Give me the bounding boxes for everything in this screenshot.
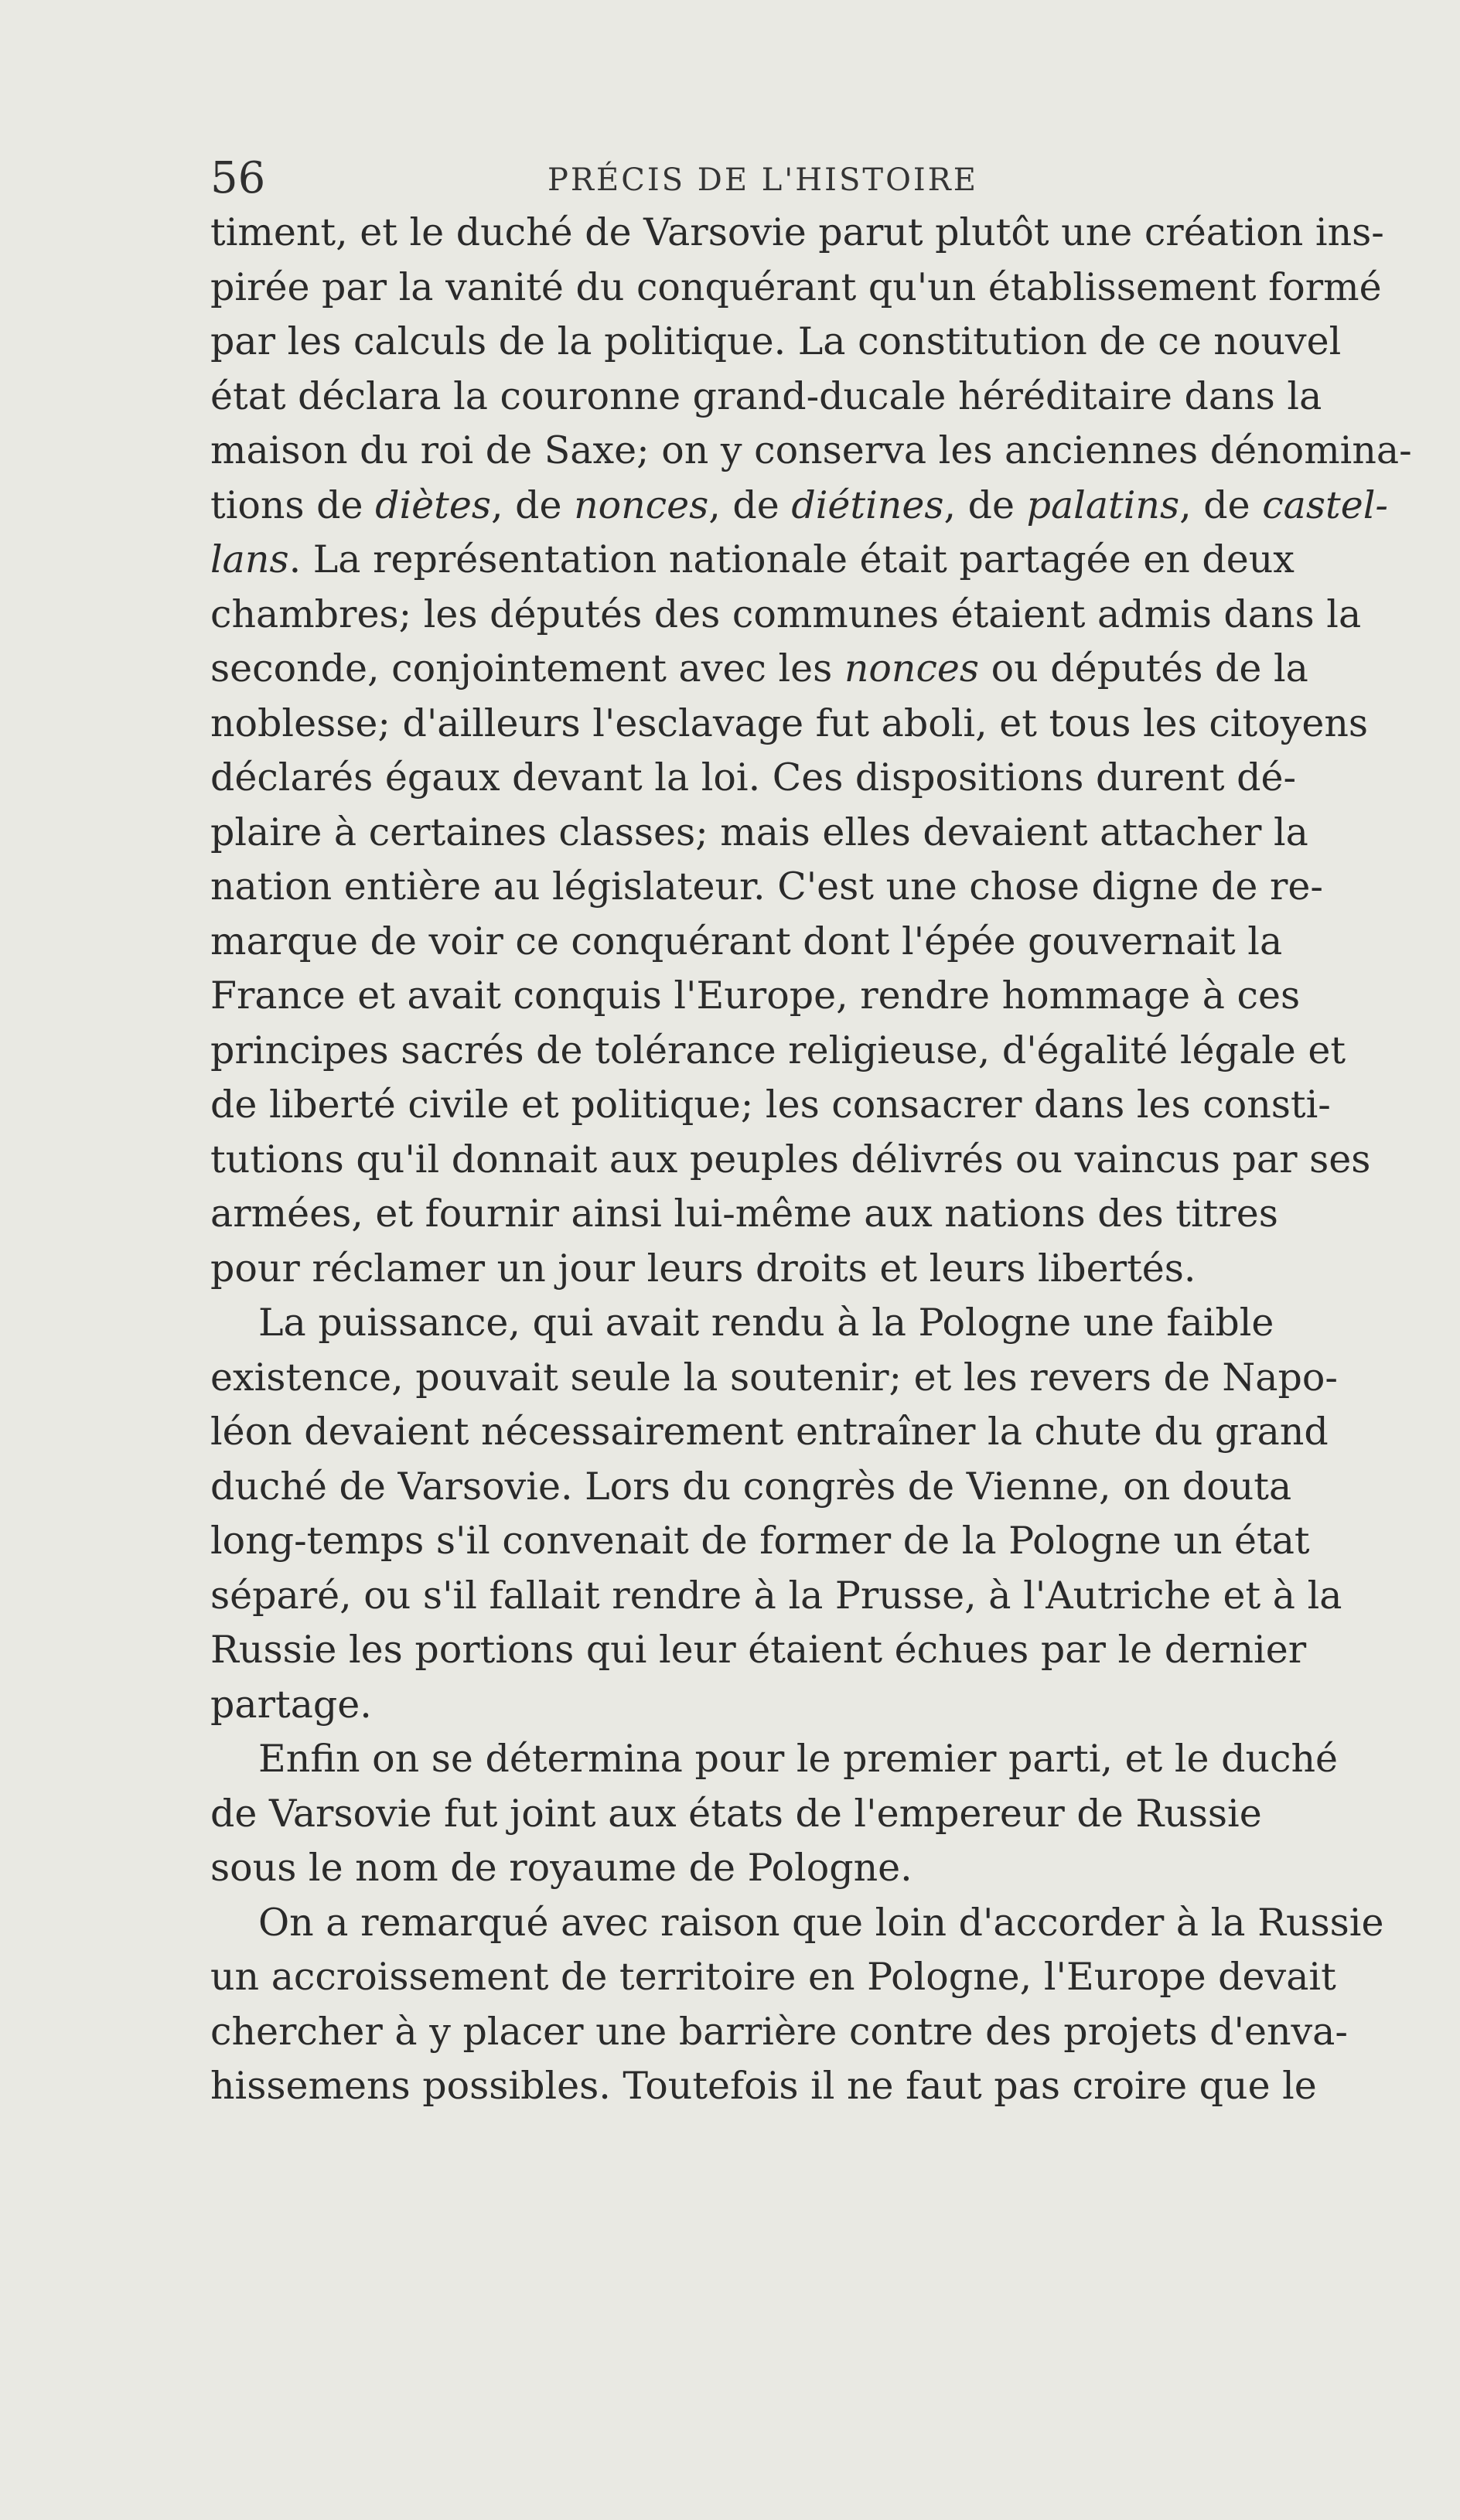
text-line: hissemens possibles. Toutefois il ne faut pas croire que le: [210, 2064, 1317, 2108]
italic-term: castel-: [1262, 483, 1388, 527]
italic-term: nonces: [574, 483, 709, 527]
text-line: sous le nom de royaume de Pologne.: [210, 1846, 913, 1890]
text-run: ou députés de la: [979, 646, 1308, 691]
text-run: , de: [708, 483, 792, 527]
text-run: seconde, conjointement avec les: [210, 646, 844, 691]
text-line: nation entière au législateur. C'est une chose digne de re-: [210, 864, 1323, 909]
italic-term: diétines: [791, 483, 944, 527]
text-line: timent, et le duché de Varsovie parut plutôt une création ins-: [210, 210, 1384, 254]
text-line: [210, 479, 1388, 534]
text-line: plaire à certaines classes; mais elles devaient attacher la: [210, 810, 1308, 854]
text-line: long-temps s'il convenait de former de la Pologne un état: [210, 1519, 1310, 1563]
text-line: chambres; les députés des communes étaient admis dans la: [210, 592, 1362, 636]
text-run: , de: [1179, 483, 1263, 527]
text-line: maison du roi de Saxe; on y conserva les anciennes dénomina-: [210, 428, 1412, 472]
text-line: principes sacrés de tolérance religieuse, d'égalité légale et: [210, 1028, 1346, 1072]
text-line: séparé, ou s'il fallait rendre à la Prusse, à l'Autriche et à la: [210, 1573, 1342, 1618]
italic-term: palatins: [1026, 483, 1180, 527]
body-text: [210, 206, 1412, 2114]
text-line: duché de Varsovie. Lors du congrès de Vienne, on douta: [210, 1464, 1292, 1509]
text-line: chercher à y placer une barrière contre des projets d'enva-: [210, 2009, 1348, 2054]
text-run: tions de: [210, 483, 376, 527]
text-line: un accroissement de territoire en Pologne, l'Europe devait: [210, 1955, 1336, 1999]
text-line: pour réclamer un jour leurs droits et leurs libertés.: [210, 1246, 1196, 1291]
text-line: existence, pouvait seule la soutenir; et les revers de Napo-: [210, 1355, 1338, 1400]
text-line: France et avait conquis l'Europe, rendre hommage à ces: [210, 974, 1301, 1018]
italic-term: lans: [210, 537, 289, 581]
text-line: [210, 642, 1339, 697]
text-line: On a remarqué avec raison que loin d'accorder à la Russie: [258, 1900, 1384, 1945]
text-line: La puissance, qui avait rendu à la Pologne une faible: [258, 1301, 1274, 1345]
text-line: par les calculs de la politique. La constitution de ce nouvel: [210, 319, 1342, 363]
text-line: Enfin on se détermina pour le premier parti, et le duché: [258, 1737, 1338, 1781]
text-line: armées, et fournir ainsi lui-même aux nations des titres: [210, 1192, 1278, 1236]
text-line: de liberté civile et politique; les consacrer dans les consti-: [210, 1083, 1331, 1127]
text-line: de Varsovie fut joint aux états de l'empereur de Russie: [210, 1791, 1262, 1836]
text-line: partage.: [210, 1682, 372, 1727]
text-line: état déclara la couronne grand-ducale héréditaire dans la: [210, 373, 1322, 418]
text-run: , de: [490, 483, 575, 527]
page-number: 56: [210, 153, 266, 203]
running-title: PRÉCIS DE L'HISTOIRE: [548, 162, 978, 198]
text-line: marque de voir ce conquérant dont l'épée gouvernait la: [210, 919, 1283, 963]
text-line: tutions qu'il donnait aux peuples délivrés ou vaincus par ses: [210, 1137, 1371, 1182]
text-line: léon devaient nécessairement entraîner la chute du grand: [210, 1410, 1329, 1454]
text-line: Russie les portions qui leur étaient échues par le dernier: [210, 1628, 1307, 1672]
text-line: [210, 533, 1339, 588]
text-line: noblesse; d'ailleurs l'esclavage fut aboli, et tous les citoyens: [210, 701, 1369, 745]
text-run: , de: [943, 483, 1027, 527]
italic-term: nonces: [844, 646, 980, 691]
text-line: déclarés égaux devant la loi. Ces dispositions durent dé-: [210, 755, 1297, 800]
page-header: [210, 153, 1239, 207]
text-line: pirée par la vanité du conquérant qu'un établissement formé: [210, 264, 1382, 309]
italic-term: diètes: [375, 483, 491, 527]
text-run: . La représentation nationale était partagée en deux: [288, 537, 1295, 581]
